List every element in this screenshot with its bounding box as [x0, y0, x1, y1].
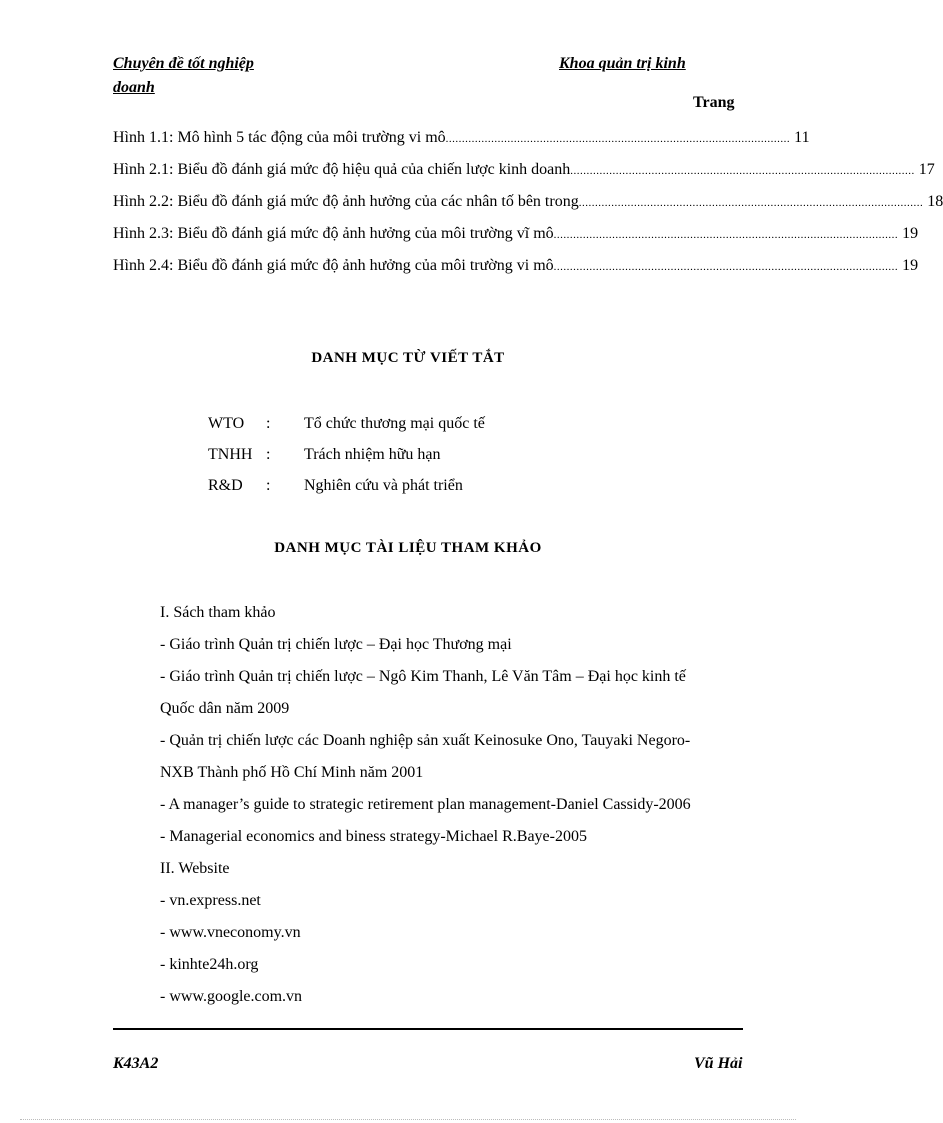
leader-dots: ..........................................................................................................: [570, 165, 915, 177]
abbreviation-code: WTO: [208, 415, 245, 432]
header-left: [113, 52, 254, 100]
figure-row: [113, 125, 810, 157]
header-right: Khoa quản trị kinh: [559, 55, 686, 72]
reference-line: - kinhte24h.org: [160, 956, 259, 973]
figure-title: Hình 1.1: Mô hình 5 tác động của môi trường vi mô: [113, 129, 446, 146]
reference-line: II. Website: [160, 860, 230, 877]
figure-page: 18: [927, 193, 943, 210]
footer-divider: [113, 1028, 743, 1030]
leader-dots: ..........................................................................................................: [578, 197, 924, 209]
reference-line: - Managerial economics and biness strategy-Michael R.Baye-2005: [160, 828, 587, 845]
leader-dots: ..........................................................................................................: [553, 229, 899, 241]
references-heading: DANH MỤC TÀI LIỆU THAM KHẢO: [274, 540, 542, 556]
reference-line: - www.google.com.vn: [160, 988, 303, 1005]
header-left-line2: doanh: [113, 79, 155, 96]
abbreviation-code: TNHH: [208, 446, 253, 463]
abbreviation-row: [208, 442, 485, 473]
reference-line: NXB Thành phố Hồ Chí Minh năm 2001: [160, 764, 424, 781]
abbreviation-list: [208, 411, 485, 504]
abbreviation-meaning: Trách nhiệm hữu hạn: [304, 446, 441, 463]
page-bottom-border: [20, 1119, 796, 1120]
figure-page: 19: [902, 225, 919, 242]
reference-line: - Giáo trình Quản trị chiến lược – Đại học Thương mại: [160, 636, 512, 653]
reference-line: I. Sách tham khảo: [160, 604, 276, 621]
figure-page: 11: [794, 129, 810, 146]
figure-list: [113, 125, 943, 285]
abbreviation-colon: :: [266, 446, 271, 463]
abbreviation-meaning: Nghiên cứu và phát triển: [304, 477, 463, 494]
reference-line: Quốc dân năm 2009: [160, 700, 290, 717]
leader-dots: ..........................................................................................................: [445, 133, 791, 145]
leader-dots: ..........................................................................................................: [553, 261, 899, 273]
reference-list: [160, 600, 750, 1016]
footer-right: Vũ Hải: [694, 1055, 743, 1072]
abbreviation-meaning: Tổ chức thương mại quốc tế: [304, 415, 485, 432]
figure-page: 17: [918, 161, 935, 178]
reference-line: - Giáo trình Quản trị chiến lược – Ngô Kim Thanh, Lê Văn Tâm – Đại học kinh tế: [160, 668, 686, 685]
abbreviations-heading: DANH MỤC TỪ VIẾT TẮT: [311, 350, 505, 366]
figure-title: Hình 2.4: Biểu đồ đánh giá mức độ ảnh hưởng của môi trường vi mô: [113, 257, 554, 274]
reference-line: - Quản trị chiến lược các Doanh nghiệp sản xuất Keinosuke Ono, Tauyaki Negoro-: [160, 732, 691, 749]
figure-row: [113, 253, 919, 285]
abbreviation-row: [208, 473, 485, 504]
figure-row: [113, 189, 943, 221]
figure-title: Hình 2.1: Biểu đồ đánh giá mức độ hiệu quả của chiến lược kinh doanh: [113, 161, 571, 178]
figure-page: 19: [902, 257, 919, 274]
header-left-line1: Chuyên đề tốt nghiệp: [113, 55, 254, 72]
reference-line: - vn.express.net: [160, 892, 261, 909]
figure-title: Hình 2.2: Biểu đồ đánh giá mức độ ảnh hưởng của các nhân tố bên trong: [113, 193, 579, 210]
abbreviation-row: [208, 411, 485, 442]
footer-left: K43A2: [113, 1055, 159, 1072]
figure-title: Hình 2.3: Biểu đồ đánh giá mức độ ảnh hưởng của môi trường vĩ mô: [113, 225, 554, 242]
reference-line: - A manager’s guide to strategic retirement plan management-Daniel Cassidy-2006: [160, 796, 691, 813]
page-column-label: Trang: [693, 94, 735, 111]
figure-row: [113, 221, 919, 253]
abbreviation-colon: :: [266, 477, 271, 494]
abbreviation-code: R&D: [208, 477, 243, 494]
abbreviation-colon: :: [266, 415, 271, 432]
reference-line: - www.vneconomy.vn: [160, 924, 301, 941]
figure-row: [113, 157, 935, 189]
